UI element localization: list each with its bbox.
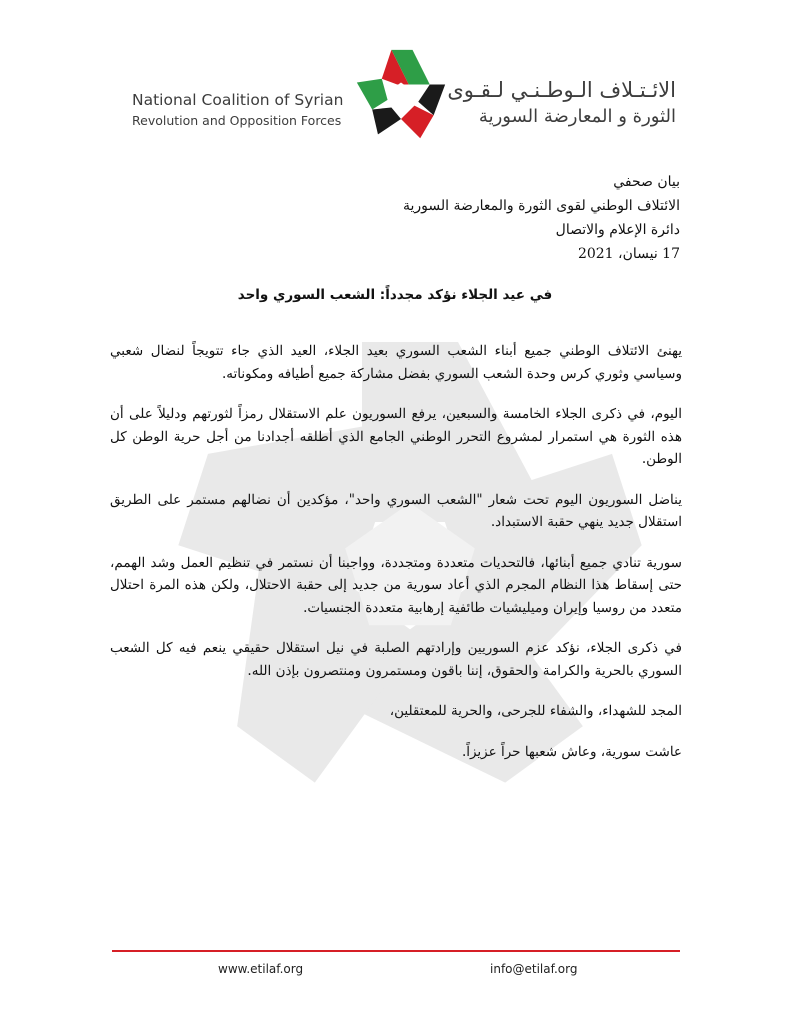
paragraph: اليوم، في ذكرى الجلاء الخامسة والسبعين، يرفع السوريون علم الاستقلال رمزاً لثورتهم ودليلاً على أن هذه الثورة هي استمرار لمشروع التحرر الوطني الجامع الذي أطلقه أجدادنا من أجل حرية الوطن كل الوطن. bbox=[110, 406, 682, 467]
org-name-english-line2: Revolution and Opposition Forces bbox=[132, 113, 342, 128]
paragraph: يناضل السوريون اليوم تحت شعار "الشعب السوري واحد"، مؤكدين أن نضالهم مستمر على الطريق استقلال جديد ينهي حقبة الاستبداد. bbox=[110, 491, 682, 530]
department: دائرة الإعلام والاتصال bbox=[555, 222, 680, 238]
statement-meta bbox=[240, 170, 680, 266]
paragraph: سورية تنادي جميع أبنائها، فالتحديات متعددة ومتجددة، وواجبنا أن نستمر في تنظيم العمل وشد الهمم، حتى إسقاط هذا النظام المجرم الذي أعاد سورية من جديد إلى حقبة الاحتلال، ولكن هذه المرة احتلال متعدد من روسيا وإيران وميليشيات طائفية إرهابية متعددة الجنسيات. bbox=[110, 554, 682, 616]
footer-email: info@etilaf.org bbox=[490, 962, 578, 976]
paragraph: المجد للشهداء، والشفاء للجرحى، والحرية للمعتقلين، bbox=[389, 703, 682, 719]
org-name-english bbox=[132, 90, 382, 132]
paragraph: عاشت سورية، وعاش شعبها حراً عزيزاً. bbox=[461, 743, 682, 760]
issuer: الائتلاف الوطني لقوى الثورة والمعارضة السورية bbox=[402, 198, 680, 214]
date: 17 نيسان، 2021 bbox=[577, 246, 680, 262]
org-name-english-line1: National Coalition of Syrian bbox=[132, 91, 344, 109]
org-name-arabic-line1: الائـتـلاف الـوطـنـي لـقـوى bbox=[447, 78, 676, 102]
coalition-star-logo-icon bbox=[352, 48, 450, 144]
footer-website: www.etilaf.org bbox=[218, 962, 304, 976]
paragraph: يهنئ الائتلاف الوطني جميع أبناء الشعب السوري بعيد الجلاء، العيد الذي جاء تتويجاً لنضال شعبي وسياسي وثوري كرس وحدة الشعب السوري بفضل مشاركة جميع أطيافه ومكوناته. bbox=[110, 343, 682, 382]
footer-divider bbox=[112, 950, 680, 952]
org-name-arabic-line2: الثورة و المعارضة السورية bbox=[478, 106, 676, 127]
doc-type: بيان صحفي bbox=[613, 174, 680, 190]
letterhead bbox=[0, 0, 792, 150]
statement-title: في عيد الجلاء نؤكد مجدداً: الشعب السوري واحد bbox=[237, 287, 553, 303]
paragraph: في ذكرى الجلاء، نؤكد عزم السوريين وإرادتهم الصلبة في نيل استقلال حقيقي ينعم فيه كل الشعب السوري بالحرية والكرامة والحقوق، إننا باقون ومستمرون ومنتصرون بإذن الله. bbox=[110, 640, 682, 679]
statement-body bbox=[110, 340, 682, 781]
org-name-arabic bbox=[440, 76, 676, 130]
